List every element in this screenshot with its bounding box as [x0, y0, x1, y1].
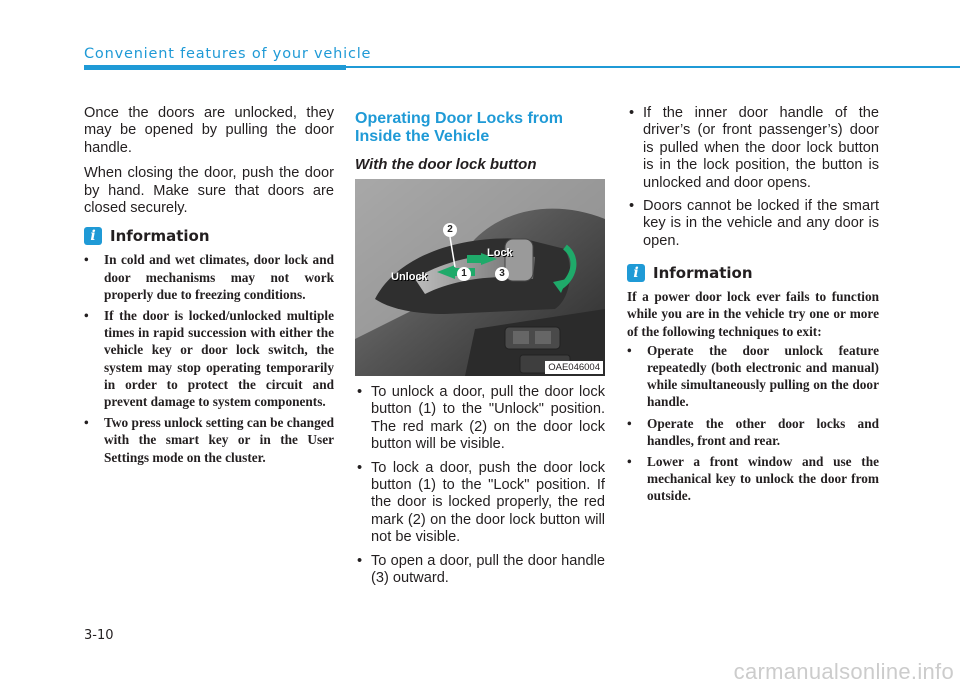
- list-item: • In cold and wet climates, door lock and door mechanisms may not work properly due to freezing conditions.: [84, 251, 334, 303]
- note-list: [627, 105, 879, 250]
- instruction-list: [355, 384, 605, 587]
- list-item: • Operate the door unlock feature repeatedly (both electronic and manual) while simultaneously pulling on the door handle.: [627, 342, 879, 411]
- list-item: • Lower a front window and use the mechanical key to unlock the door from outside.: [627, 453, 879, 505]
- info-title: Information: [653, 264, 753, 283]
- info-icon: i: [627, 264, 645, 282]
- info-list: [84, 251, 334, 465]
- marker-1: 1: [457, 267, 471, 281]
- info-icon: i: [84, 227, 102, 245]
- marker-3: 3: [495, 267, 509, 281]
- section-title: Operating Door Locks from Inside the Vehicle: [355, 110, 564, 145]
- list-item: • To open a door, pull the door handle (3) outward.: [355, 553, 605, 588]
- list-item: • Doors cannot be locked if the smart key is in the vehicle and any door is open.: [627, 198, 879, 250]
- figure-caption: OAE046004: [545, 361, 603, 374]
- marker-2: 2: [443, 223, 457, 237]
- paragraph: When closing the door, push the door by hand. Make sure that doors are closed securely.: [84, 165, 334, 217]
- lock-label: Lock: [487, 247, 513, 259]
- info-list: [627, 342, 879, 505]
- column-left: [84, 105, 334, 470]
- header-section-title: Convenient features of your vehicle: [84, 46, 372, 62]
- paragraph: Once the doors are unlocked, they may be opened by pulling the door handle.: [84, 105, 334, 156]
- list-item: • If the inner door handle of the driver’s (or front passenger’s) door is pulled when the door lock button is in the lock position, the button is unlocked and door opens.: [627, 105, 879, 192]
- watermark: carmanualsonline.info: [733, 659, 954, 684]
- page-number: 3-10: [84, 628, 114, 643]
- list-item: • To lock a door, push the door lock button (1) to the "Lock" position. If the door is locked properly, the red mark (2) on the door lock button will not be visible.: [355, 460, 605, 547]
- list-item: • Two press unlock setting can be changed with the smart key or in the User Settings mode on the cluster.: [84, 414, 334, 466]
- info-heading: [627, 264, 879, 282]
- unlock-label: Unlock: [391, 271, 428, 283]
- list-item: • Operate the other door locks and handles, front and rear.: [627, 415, 879, 449]
- door-lock-figure: [355, 179, 605, 376]
- info-heading: [84, 227, 334, 245]
- column-right: [627, 105, 879, 509]
- column-middle: [355, 110, 605, 593]
- info-title: Information: [110, 227, 210, 246]
- list-item: • To unlock a door, pull the door lock button (1) to the "Unlock" position. The red mark (2) on the door lock button will be visible.: [355, 384, 605, 454]
- info-intro: If a power door lock ever fails to function while you are in the vehicle try one or more of the following techniques to exit:: [627, 289, 879, 339]
- list-item: • If the door is locked/unlocked multiple times in rapid succession with either the vehicle key or door lock switch, the system may stop operating temporarily in order to protect the circuit and prevent damage to system components.: [84, 307, 334, 410]
- header-rule-accent: [84, 65, 346, 70]
- sub-title: With the door lock button: [355, 156, 537, 173]
